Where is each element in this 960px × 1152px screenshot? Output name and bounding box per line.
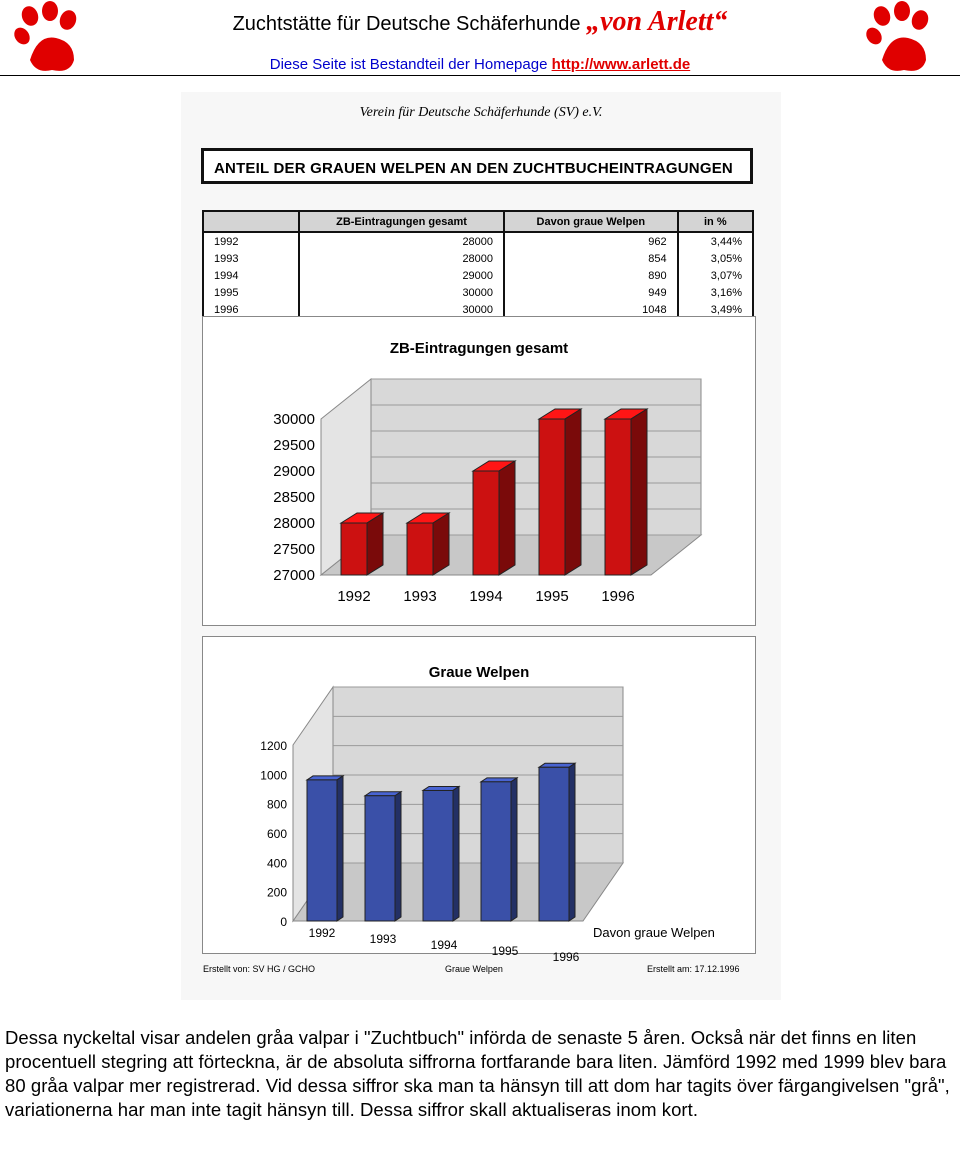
bar-side <box>499 461 515 575</box>
x-tick-label: 1992 <box>337 588 371 605</box>
bar-side <box>367 513 383 575</box>
statistics-table <box>202 210 754 320</box>
footer-chart-name: Graue Welpen <box>445 964 503 974</box>
chart-title: Graue Welpen <box>428 664 530 681</box>
bar-side <box>433 513 449 575</box>
page-header <box>0 0 960 78</box>
bar-side <box>395 792 401 921</box>
table-header-cell: in % <box>678 211 753 232</box>
x-tick-label: 1993 <box>403 588 437 605</box>
document-banner: ANTEIL DER GRAUEN WELPEN AN DEN ZUCHTBUCHEINTRAGUNGEN <box>201 148 753 184</box>
table-header-cell: Davon graue Welpen <box>504 211 678 232</box>
header-divider <box>0 75 960 76</box>
description-paragraph: Dessa nyckeltal visar andelen gråa valpar i "Zuchtbuch" införda de senaste 5 åren. Också när det finns en liten procentuell stegring att förteckna, är de absoluta siffrorna fortfarande bara liten. Jämförd 1992 med 1999 blev bara 80 gråa valpar mer registrerad. Vid dessa siffror ska man ta hänsyn till att dom har tagits över färgangivelsen "grå", variationerna har man inte tagit hänsyn till. Dessa siffror skall aktualiseras inom kort. <box>5 1027 950 1120</box>
y-tick-label: 28000 <box>273 515 315 532</box>
y-tick-label: 200 <box>266 885 287 900</box>
x-tick-label: 1994 <box>469 588 503 605</box>
table-cell: 962 <box>504 232 678 250</box>
site-title <box>0 6 960 38</box>
bar-side <box>511 778 517 921</box>
table-cell: 3,07% <box>678 267 753 284</box>
bar <box>307 780 337 921</box>
table-row <box>203 267 753 284</box>
table-cell: 890 <box>504 267 678 284</box>
homepage-link[interactable]: http://www.arlett.de <box>551 56 691 73</box>
site-title-text: Zuchtstätte für Deutsche Schäferhunde <box>232 13 581 35</box>
y-tick-label: 29500 <box>273 437 315 454</box>
y-tick-label: 0 <box>280 915 287 929</box>
bar-side <box>569 763 575 921</box>
chart-graue-welpen <box>202 636 756 964</box>
y-tick-label: 600 <box>266 827 287 841</box>
bar <box>423 790 453 921</box>
bar <box>473 471 499 575</box>
table-header-cell <box>203 211 299 232</box>
table-header-row <box>203 211 753 232</box>
x-tick-label: 1995 <box>491 944 519 958</box>
table-cell: 1992 <box>203 232 299 250</box>
y-tick-label: 800 <box>266 797 287 812</box>
y-tick-label: 30000 <box>273 411 315 428</box>
table-cell: 1993 <box>203 250 299 267</box>
table-row <box>203 250 753 267</box>
bar-side <box>565 409 581 575</box>
table-cell: 30000 <box>299 284 504 301</box>
y-tick-label: 1200 <box>260 739 287 753</box>
x-tick-label: 1996 <box>552 950 580 964</box>
table-cell: 29000 <box>299 267 504 284</box>
footer-created-on: Erstellt am: 17.12.1996 <box>647 964 740 974</box>
footer-created-by: Erstellt von: SV HG / GCHO <box>203 964 316 974</box>
y-tick-label: 29000 <box>273 463 315 480</box>
bar <box>481 782 511 921</box>
bar <box>341 523 367 575</box>
table-cell: 854 <box>504 250 678 267</box>
organization-name: Verein für Deutsche Schäferhunde (SV) e.V. <box>359 105 603 120</box>
chart-title: ZB-Eintragungen gesamt <box>389 340 569 357</box>
series-label: Davon graue Welpen <box>593 925 715 940</box>
table-cell: 3,16% <box>678 284 753 301</box>
table-cell: 30000 <box>299 301 504 319</box>
table-cell: 28000 <box>299 232 504 250</box>
table-row <box>203 284 753 301</box>
kennel-name: „von Arlett“ <box>586 6 728 37</box>
chart-zb-eintragungen <box>202 316 756 626</box>
y-tick-label: 27000 <box>273 567 315 584</box>
homepage-note-text: Diese Seite ist Bestandteil der Homepage <box>269 56 548 73</box>
table-cell: 3,44% <box>678 232 753 250</box>
table-cell: 3,05% <box>678 250 753 267</box>
x-tick-label: 1992 <box>308 926 336 940</box>
x-tick-label: 1993 <box>369 932 397 946</box>
x-tick-label: 1995 <box>535 588 569 605</box>
table-cell: 28000 <box>299 250 504 267</box>
bar-side <box>453 786 459 921</box>
table-header-cell: ZB-Eintragungen gesamt <box>299 211 504 232</box>
x-tick-label: 1994 <box>430 938 458 952</box>
table-cell: 3,49% <box>678 301 753 319</box>
bar <box>605 419 631 575</box>
bar <box>539 419 565 575</box>
bar-side <box>631 409 647 575</box>
bar <box>365 796 395 921</box>
homepage-note <box>0 56 960 73</box>
table-cell: 1996 <box>203 301 299 319</box>
table-cell: 1995 <box>203 284 299 301</box>
y-tick-label: 1000 <box>260 768 287 783</box>
x-tick-label: 1996 <box>601 588 635 605</box>
table-row <box>203 232 753 250</box>
bar-side <box>337 776 343 921</box>
bar <box>407 523 433 575</box>
table-cell: 1048 <box>504 301 678 319</box>
y-tick-label: 400 <box>266 856 287 871</box>
scanned-document <box>181 92 781 1000</box>
table-cell: 949 <box>504 284 678 301</box>
bar <box>539 767 569 921</box>
y-tick-label: 27500 <box>273 541 315 558</box>
table-cell: 1994 <box>203 267 299 284</box>
y-tick-label: 28500 <box>273 489 315 506</box>
paw-icon <box>860 2 940 76</box>
